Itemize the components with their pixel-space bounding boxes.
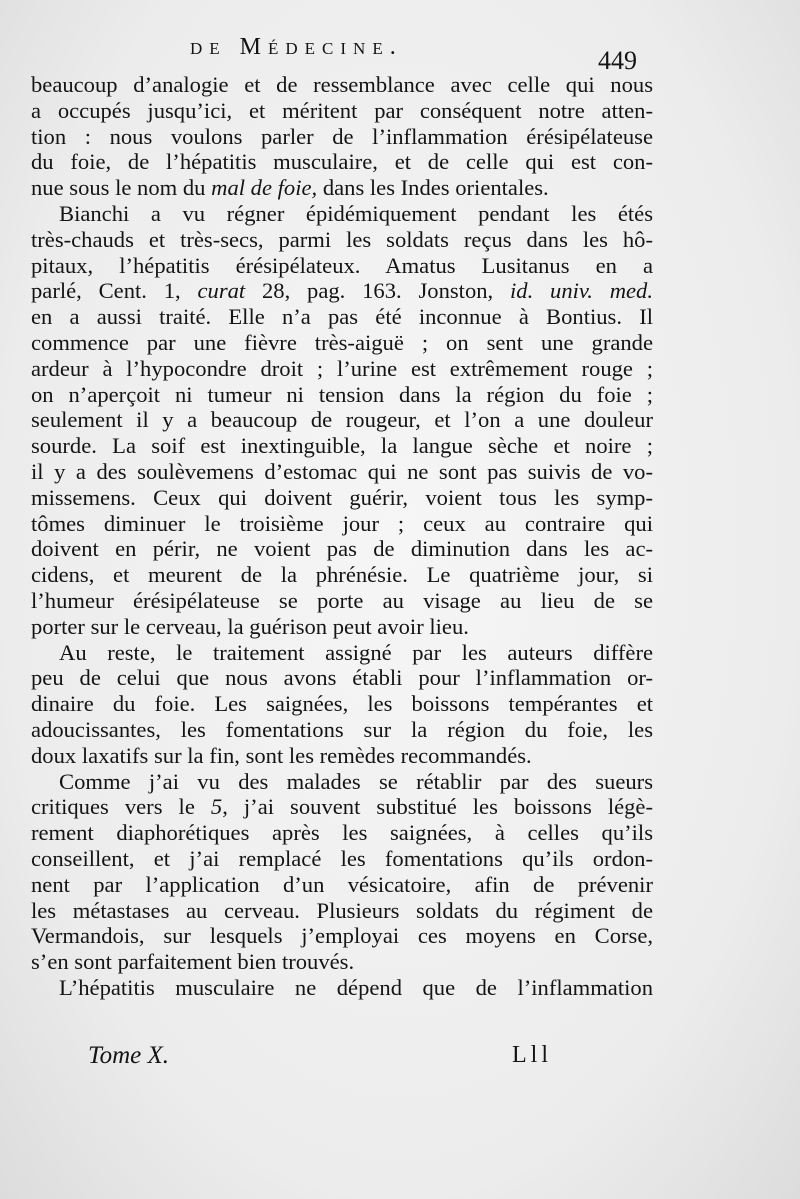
text-line: critiques vers le 5, j’ai souvent substitué les boissons légè- <box>31 794 653 820</box>
text-line: rement diaphorétiques après les saignées, à celles qu’ils <box>31 820 653 846</box>
text-line: cidens, et meurent de la phrénésie. Le quatrième jour, si <box>31 562 653 588</box>
italic-phrase: mal de foie, <box>211 175 318 201</box>
page-number: 449 <box>598 46 637 75</box>
text-line: l’humeur érésipélateuse se porte au visage au lieu de se <box>31 587 653 613</box>
text-line: nue sous le nom du mal de foie, dans les Indes orientales. <box>31 175 549 201</box>
text-line: nent par l’application d’un vésicatoire, afin de prévenir <box>31 871 653 897</box>
text-line: adoucissantes, les fomentations sur la région du foie, les <box>31 716 653 742</box>
page-header <box>0 34 800 74</box>
signature-mark: Lll <box>512 1042 552 1068</box>
italic-phrase: 5 <box>210 794 223 820</box>
text-line: du foie, de l’hépatitis musculaire, et de celle qui est con- <box>31 149 653 175</box>
text-line: il y a des soulèvemens d’estomac qui ne sont pas suivis de vo- <box>31 458 653 484</box>
text-line: missemens. Ceux qui doivent guérir, voient tous les symp- <box>31 484 653 510</box>
text-line: parlé, Cent. 1, curat 28, pag. 163. Jonston, id. univ. med. <box>31 278 653 304</box>
text-line: les métastases au cerveau. Plusieurs soldats du régiment de <box>31 897 653 923</box>
text-line: commence par une fièvre très-aiguë ; on sent une grande <box>31 329 653 355</box>
page-footer <box>0 1042 800 1082</box>
text-line: conseillent, et j’ai remplacé les fomentations qu’ils ordon- <box>31 845 653 871</box>
volume-label: Tome X. <box>88 1042 170 1069</box>
text-line: on n’aperçoit ni tumeur ni tension dans la région du foie ; <box>31 381 653 407</box>
text-line: seulement il y a beaucoup de rougeur, et l’on a une douleur <box>31 407 653 433</box>
text-line: tômes diminuer le troisième jour ; ceux au contraire qui <box>31 510 653 536</box>
text-line: dinaire du foie. Les saignées, les boissons tempérantes et <box>31 691 653 717</box>
text-line: très-chauds et très-secs, parmi les soldats reçus dans les hô- <box>31 226 653 252</box>
text-line: ardeur à l’hypocondre droit ; l’urine est extrêmement rouge ; <box>31 355 653 381</box>
text-line: s’en sont parfaitement bien trouvés. <box>31 949 355 975</box>
italic-phrase: curat <box>197 278 246 304</box>
paragraph-start: Bianchi a vu régner épidémiquement pendant les étés <box>59 200 653 226</box>
text-line: beaucoup d’analogie et de ressemblance avec celle qui nous <box>31 72 653 97</box>
text-line: a occupés jusqu’ici, et méritent par conséquent notre atten- <box>31 97 653 123</box>
text-line: doivent en périr, ne voient pas de diminution dans les ac- <box>31 536 653 562</box>
italic-phrase: id. univ. med. <box>510 278 653 304</box>
text-line: tion : nous voulons parler de l’inflammation érésipélateuse <box>31 123 653 149</box>
text-line: peu de celui que nous avons établi pour l’inflammation or- <box>31 665 653 691</box>
text-line: doux laxatifs sur la fin, sont les remèdes recommandés. <box>31 742 532 768</box>
body-text <box>31 72 653 1001</box>
text-line: pitaux, l’hépatitis érésipélateux. Amatus Lusitanus en a <box>31 252 653 278</box>
text-line: porter sur le cerveau, la guérison peut avoir lieu. <box>31 613 469 639</box>
paragraph-start: Comme j’ai vu des malades se rétablir par des sueurs <box>59 768 653 794</box>
paragraph-start: Au reste, le traitement assigné par les auteurs diffère <box>59 639 653 665</box>
text-line: sourde. La soif est inextinguible, la langue sèche et noire ; <box>31 433 653 459</box>
paragraph-start: L’hépatitis musculaire ne dépend que de l’inflammation <box>59 974 653 1000</box>
text-line: Vermandois, sur lesquels j’employai ces moyens en Corse, <box>31 923 653 949</box>
text-line: en a aussi traité. Elle n’a pas été inconnue à Bontius. Il <box>31 304 653 330</box>
running-title: de Médecine. <box>190 34 403 60</box>
